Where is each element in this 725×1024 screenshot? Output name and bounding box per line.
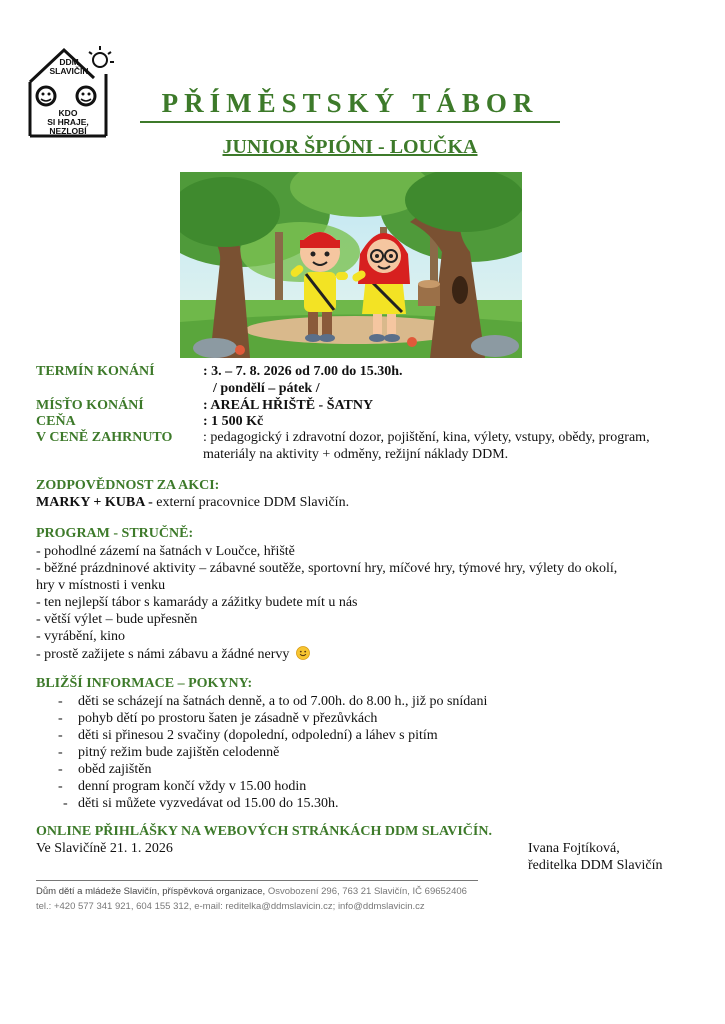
zahrnuto-label: V CENĚ ZAHRNUTO (36, 430, 173, 445)
bullet-dash: - (58, 762, 63, 777)
logo-line1: KDO (58, 108, 78, 118)
smiley-icon (296, 646, 310, 660)
program-line: - větší výlet – bude upřesněn (36, 612, 198, 627)
bullet-dash: - (58, 728, 63, 743)
online-registration-note: ONLINE PŘIHLÁŠKY NA WEBOVÝCH STRÁNKÁCH DDM SLAVIČÍN. (36, 824, 492, 839)
footer-address: Osvobození 296, 763 21 Slavičín, IČ 69652406 (267, 886, 467, 897)
cena-value: : 1 500 Kč (203, 414, 264, 429)
details-heading: BLIŽŠÍ INFORMACE – POKYNY: (36, 676, 253, 691)
footer-divider (36, 880, 478, 881)
misto-label: MÍSŤO KONÁNÍ (36, 398, 144, 413)
details-item-text: oběd zajištěn (78, 762, 152, 777)
program-line-text: - prostě zažijete s námi zábavu a žádné nervy (36, 647, 290, 662)
details-item-text: děti si přinesou 2 svačiny (dopolední, odpolední) a láhev s pitím (78, 728, 438, 743)
logo-line2: SI HRAJE, (47, 117, 89, 127)
zahrnuto-line2: materiály na aktivity + odměny, režijní náklady DDM. (203, 447, 509, 462)
footer-org: Dům dětí a mládeže Slavičín, příspěvková organizace, (36, 886, 268, 897)
signature-name: Ivana Fojtíková, (528, 841, 620, 856)
responsibility-names: MARKY + KUBA - (36, 495, 153, 510)
termin-days: / pondělí – pátek / (213, 381, 320, 396)
bullet-dash: - (58, 694, 63, 709)
forest-spies-illustration (180, 172, 522, 358)
program-line-last (36, 646, 310, 663)
program-line: - vyrábění, kino (36, 629, 126, 644)
termin-label: TERMÍN KONÁNÍ (36, 364, 155, 379)
logo-org: DDM SLAVIČÍN (49, 57, 89, 76)
details-item-text: děti si můžete vyzvedávat od 15.00 do 15.30h. (78, 796, 339, 811)
bullet-dash: - (58, 745, 63, 760)
bullet-dash: - (58, 779, 63, 794)
title-underline (140, 121, 560, 123)
details-item-text: pohyb dětí po prostoru šaten je zásadně v přezůvkách (78, 711, 378, 726)
ddm-logo (26, 44, 116, 144)
program-line: - ten nejlepší tábor s kamarády a zážitky budete mít u nás (36, 595, 358, 610)
details-item-text: děti se scházejí na šatnách denně, a to od 7.00h. do 8.00 h., již po snídani (78, 694, 488, 709)
details-item-text: pitný režim bude zajištěn celodenně (78, 745, 280, 760)
bullet-dash: - (58, 711, 63, 726)
termin-value: : 3. – 7. 8. 2026 od 7.00 do 15.30h. (203, 364, 403, 379)
cena-label: CEŇA (36, 414, 76, 429)
details-item-text: denní program končí vždy v 15.00 hodin (78, 779, 307, 794)
responsibility-role: externí pracovnice DDM Slavičín. (152, 495, 350, 510)
program-line: hry v místnosti i venku (36, 578, 166, 593)
footer-contact: tel.: +420 577 341 921, 604 155 312, e-mail: reditelka@ddmslavicin.cz; info@ddmslavicin.cz (36, 901, 425, 912)
footer-line1 (36, 886, 467, 897)
program-line: - pohodlné zázemí na šatnách v Loučce, hřiště (36, 544, 295, 559)
program-line: - běžné prázdninové aktivity – zábavné soutěže, sportovní hry, míčové hry, týmové hry, výlety do okolí, (36, 561, 618, 576)
responsibility-heading: ZODPOVĚDNOST ZA AKCI: (36, 478, 220, 493)
place-date: Ve Slavičíně 21. 1. 2026 (36, 841, 173, 856)
page-subtitle: JUNIOR ŠPIÓNI - LOUČKA (222, 136, 478, 158)
misto-value: : AREÁL HŘIŠTĚ - ŠATNY (203, 398, 374, 413)
page-title: PŘÍMĚSTSKÝ TÁBOR (161, 88, 539, 118)
zahrnuto-line1: : pedagogický i zdravotní dozor, pojištění, kina, výlety, vstupy, obědy, program, (203, 430, 650, 445)
bullet-dash: - (63, 796, 68, 811)
program-heading: PROGRAM - STRUČNĚ: (36, 526, 194, 541)
signature-role: ředitelka DDM Slavičín (528, 858, 663, 873)
responsibility-text (36, 495, 349, 511)
logo-line3: NEZLOBÍ (49, 126, 87, 136)
